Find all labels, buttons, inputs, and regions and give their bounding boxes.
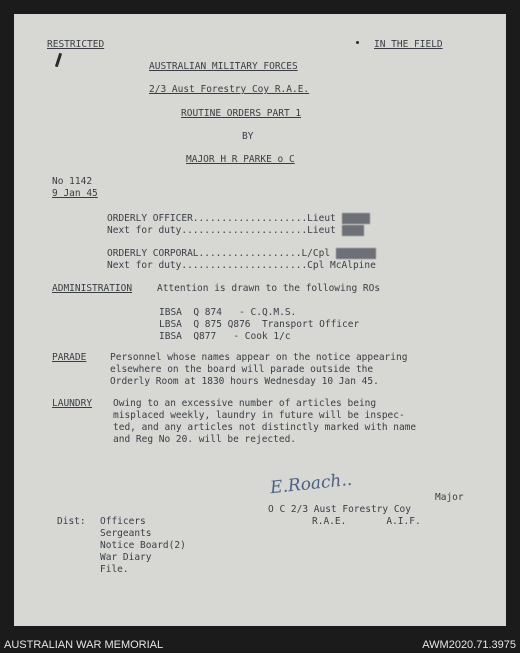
laundry-line: and Reg No 20. will be rejected. [113, 434, 297, 445]
footer-bar [0, 637, 520, 653]
orderly-corporal: ORDERLY CORPORAL..................L/Cpl Nnnnnnn [107, 248, 376, 259]
parade-line: elsewhere on the board will parade outside the [110, 364, 374, 375]
distribution-label: Dist: [57, 516, 86, 527]
ink-dot [356, 41, 359, 44]
orderly-officer: ORDERLY OFFICER....................Lieut Nnnnn [107, 213, 371, 224]
order-date: 9 Jan 45 [52, 188, 98, 199]
laundry-line: Owing to an excessive number of articles being [113, 398, 377, 409]
classification: RESTRICTED [47, 39, 105, 50]
orderly-officer-next: Next for duty......................Lieut Nnnn [107, 225, 365, 236]
signer-unit: O C 2/3 Aust Forestry Coy [268, 504, 411, 515]
administration-text: Attention is drawn to the following ROs [157, 283, 381, 294]
redaction: Nnnn [341, 225, 365, 236]
parade-line: Personnel whose names appear on the notice appearing [110, 352, 408, 363]
handwritten-signature: E.Roach.. [269, 469, 354, 499]
force-heading: AUSTRALIAN MILITARY FORCES [149, 61, 298, 72]
ro-row: IBSA Q877 - Cook 1/c [159, 331, 291, 342]
laundry-line: misplaced weekly, laundry in future will be inspec- [113, 410, 405, 421]
parade-heading: PARADE [52, 352, 87, 363]
laundry-heading: LAUNDRY [52, 398, 93, 409]
location: IN THE FIELD [374, 39, 443, 50]
ro-row: IBSA Q 874 - C.Q.M.S. [159, 307, 297, 318]
parade-line: Orderly Room at 1830 hours Wednesday 10 Jan 45. [110, 376, 379, 387]
redaction: Nnnnn [341, 213, 371, 224]
laundry-line: ted, and any articles not distinctly marked with name [113, 422, 417, 433]
by-label: BY [242, 131, 254, 142]
orderly-corporal-next: Next for duty......................Cpl McAlpine [107, 260, 376, 271]
issuing-officer: MAJOR H R PARKE o C [186, 154, 295, 165]
footer-institution: AUSTRALIAN WAR MEMORIAL [4, 639, 164, 651]
distribution-item: War Diary [100, 552, 152, 563]
distribution-item: Sergeants [100, 528, 152, 539]
orders-title: ROUTINE ORDERS PART 1 [181, 108, 302, 119]
redaction: Nnnnnnn [335, 248, 376, 259]
signer-rank: Major [435, 492, 464, 503]
distribution-item: Notice Board(2) [100, 540, 186, 551]
footer-accession: AWM2020.71.3975 [422, 639, 516, 651]
distribution-item: Officers [100, 516, 146, 527]
ro-row: LBSA Q 875 Q876 Transport Officer [159, 319, 360, 330]
distribution-item: File. [100, 564, 129, 575]
order-number: No 1142 [52, 176, 93, 187]
signer-corps: R.A.E. A.I.F. [312, 516, 421, 527]
unit-heading: 2/3 Aust Forestry Coy R.A.E. [149, 84, 310, 95]
administration-heading: ADMINISTRATION [52, 283, 133, 294]
